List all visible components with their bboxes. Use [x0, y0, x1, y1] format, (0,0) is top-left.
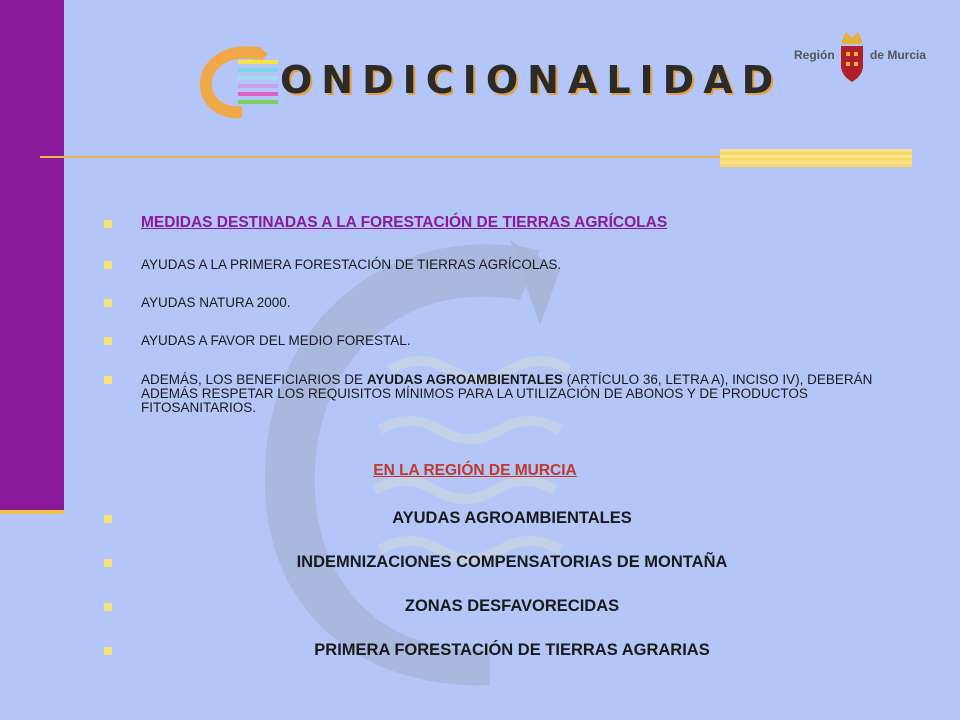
item4-pre: ADEMÁS, LOS BENEFICIARIOS DE — [141, 372, 367, 387]
c-logo-icon — [196, 42, 280, 122]
coat-of-arms-icon — [838, 30, 866, 86]
condicionalidad-logo — [196, 42, 783, 122]
item4-post: (ARTÍCULO 36, LETRA A), INCISO IV), DEBERÁN ADEMÁS RESPETAR LOS REQUISITOS MÍNIMOS PARA LA UTILIZACIÓN DE ABONOS Y DE PRODUCTOS FITOSANITARIOS. — [141, 372, 873, 415]
region-item-text: PRIMERA FORESTACIÓN DE TIERRAS AGRARIAS — [314, 641, 710, 659]
region-title: EN LA REGIÓN DE MURCIA — [373, 462, 577, 479]
list-item-text: AYUDAS A FAVOR DEL MEDIO FORESTAL. — [141, 333, 411, 348]
bullet — [104, 261, 112, 269]
sidebar-edge — [0, 510, 64, 514]
bullet — [104, 603, 112, 611]
list-item-text: AYUDAS NATURA 2000. — [141, 295, 291, 310]
header-rule — [40, 156, 720, 158]
bullet — [104, 647, 112, 655]
region-murcia-logo — [794, 30, 934, 86]
bullet — [104, 376, 112, 384]
logo-wordmark: ONDICIONALIDAD — [280, 58, 783, 102]
list-item-text — [141, 373, 900, 415]
region-word-right: de Murcia — [870, 48, 927, 62]
region-word-left: Región — [794, 48, 835, 62]
region-item-text: AYUDAS AGROAMBIENTALES — [392, 509, 632, 527]
sidebar-band — [0, 0, 64, 512]
item4-bold: AYUDAS AGROAMBIENTALES — [366, 372, 563, 387]
bullet — [104, 515, 112, 523]
bullet — [104, 337, 112, 345]
heading-link[interactable]: MEDIDAS DESTINADAS A LA FORESTACIÓN DE TIERRAS AGRÍCOLAS — [141, 214, 668, 231]
bullet — [104, 220, 112, 228]
list-item-text: AYUDAS A LA PRIMERA FORESTACIÓN DE TIERRAS AGRÍCOLAS. — [141, 257, 562, 272]
region-item-text: INDEMNIZACIONES COMPENSATORIAS DE MONTAÑA — [296, 553, 728, 571]
header-rule-bar — [720, 149, 912, 167]
bullet — [104, 559, 112, 567]
region-item-text: ZONAS DESFAVORECIDAS — [404, 597, 620, 615]
bullet — [104, 299, 112, 307]
